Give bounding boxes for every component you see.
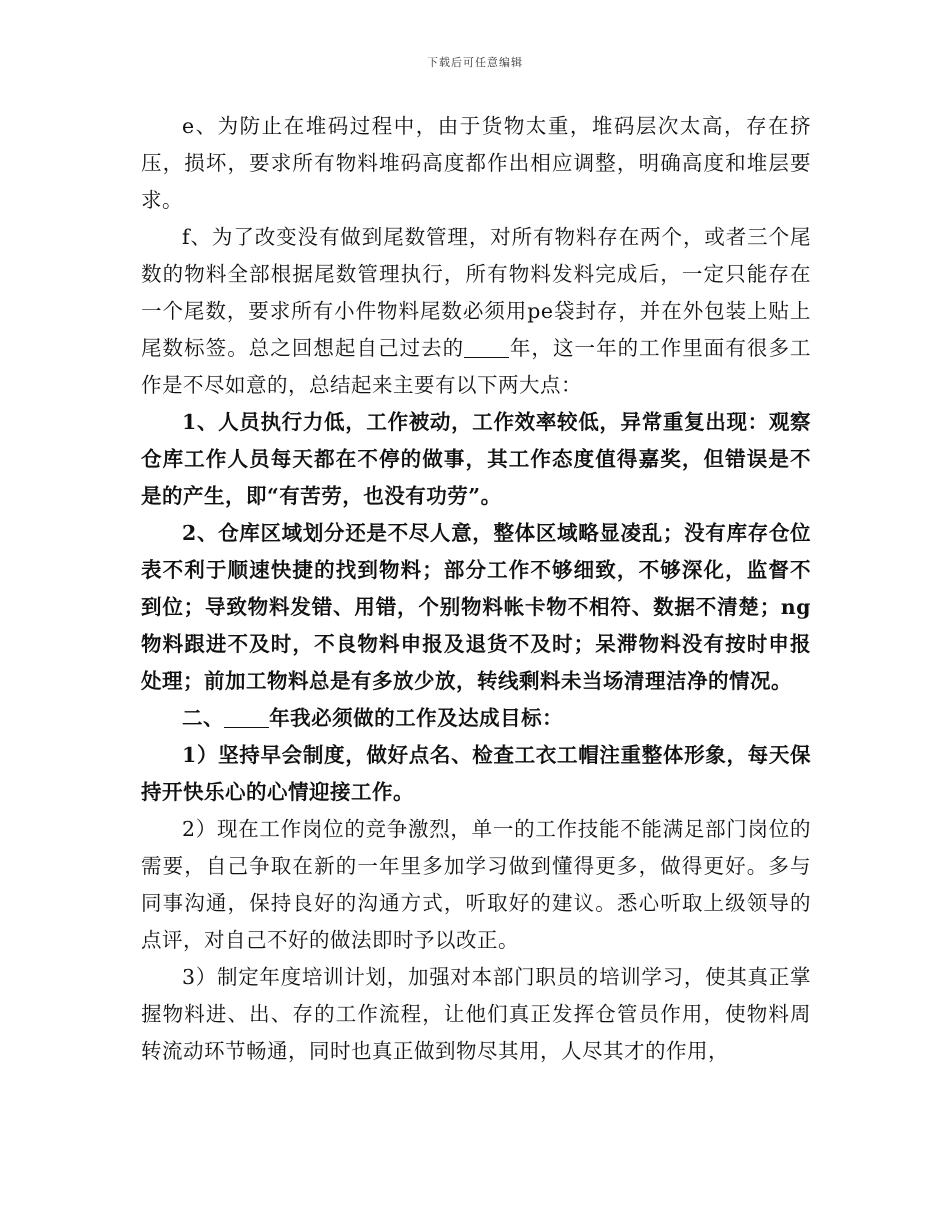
paragraph-e: e、为防止在堆码过程中，由于货物太重，堆码层次太高，存在挤压，损坏，要求所有物料堆码高度都作出相应调整，明确高度和堆层要求。	[141, 114, 811, 212]
paragraph-f	[141, 219, 811, 404]
goal-item-2: 2）现在工作岗位的竞争激烈，单一的工作技能不能满足部门岗位的需要，自己争取在新的一年里多加学习做到懂得更多，做得更好。多与同事沟通，保持良好的沟通方式，听取好的建议。悉心听取上级领导的点评，对自己不好的做法即时予以改正。	[141, 817, 811, 952]
year-blank	[224, 707, 269, 729]
paragraph-point-2: 2、仓库区域划分还是不尽人意，整体区域略显凌乱；没有库存仓位表不利于顺速快捷的找到物料；部分工作不够细致，不够深化，监督不到位；导致物料发错、用错，个别物料帐卡物不相符、数据不清楚；ng物料跟进不及时，不良物料申报及退货不及时；呆滞物料没有按时申报处理；前加工物料总是有多放少放，转线剩料未当场清理洁净的情况。	[141, 521, 811, 693]
paragraph-f-part-2: 年，这一年的工作里面有很多工作是不尽如意的，总结起来主要有以下两大点：	[141, 336, 812, 397]
section-heading-prefix: 二、	[182, 706, 224, 730]
paragraph-point-1: 1、人员执行力低，工作被动，工作效率较低，异常重复出现：观察仓库工作人员每天都在不停的做事，其工作态度值得嘉奖，但错误是不是的产生，即“有苦劳，也没有功劳”。	[141, 410, 811, 508]
section-heading-two	[141, 700, 811, 737]
year-blank	[464, 337, 509, 359]
paragraph-f-part-1: f、为了改变没有做到尾数管理，对所有物料存在两个，或者三个尾数的物料全部根据尾数管理执行，所有物料发料完成后，一定只能存在一个尾数，要求所有小件物料尾数必须用pe袋封存，并在外包装上贴上尾数标签。总之回想起自己过去的	[141, 225, 811, 360]
page-header: 下载后可任意编辑	[427, 56, 523, 69]
document-body	[141, 108, 811, 1070]
section-heading-suffix: 年我必须做的工作及达成目标：	[269, 706, 564, 730]
goal-item-1: 1）坚持早会制度，做好点名、检查工衣工帽注重整体形象，每天保持开快乐心的心情迎接工作。	[141, 743, 811, 804]
goal-item-3: 3）制定年度培训计划，加强对本部门职员的培训学习，使其真正掌握物料进、出、存的工作流程，让他们真正发挥仓管员作用，使物料周转流动环节畅通，同时也真正做到物尽其用，人尽其才的作用，	[141, 965, 811, 1063]
